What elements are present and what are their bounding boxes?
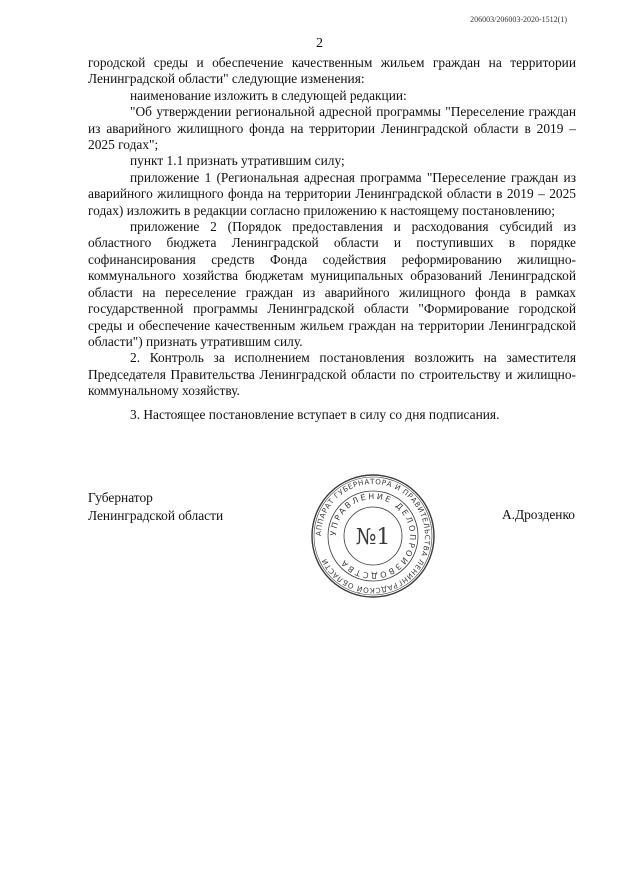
paragraph-continuation: городской среды и обеспечение качественным жильем граждан на территории Ленинградской области" следующие изменения: [88,55,576,87]
signatory-name: А.Дрозденко [501,507,575,522]
document-body [88,55,576,423]
seal-inner-text: УПРАВЛЕНИЕ ДЕЛОПРОИЗВОДСТВА [328,491,418,581]
paragraph-new-title: "Об утверждении региональной адресной программы "Переселение граждан из аварийного жилищного фонда на территории Ленинградской области в 2019 – 2025 годах"; [88,104,576,153]
seal-outer-text: АППАРАТ ГУБЕРНАТОРА И ПРАВИТЕЛЬСТВА ЛЕНИНГРАДСКОЙ ОБЛАСТИ [313,476,433,596]
signature-title [88,489,223,525]
paragraph-effective: 3. Настоящее постановление вступает в силу со дня подписания. [130,406,500,422]
page-number: 2 [316,36,323,51]
paragraph-appendix-1: приложение 1 (Региональная адресная программа "Переселение граждан из аварийного жилищного фонда на территории Ленинградской области в 2019 – 2025 годах) изложить в редакции согласно приложению к настоящему постановлению; [88,169,576,218]
signature-title-line2: Ленинградской области [88,508,224,523]
paragraph-name-change: наименование изложить в следующей редакции: [130,87,407,103]
paragraph-clause-1-1: пункт 1.1 признать утратившим силу; [130,153,345,169]
official-seal-stamp [310,473,436,599]
paragraph-appendix-2: приложение 2 (Порядок предоставления и расходования субсидий из областного бюджета Ленинградской области и поступивших в порядке софинансирования средств Фонда содействия реформированию жилищно-коммунального хозяйства бюджетам муниципальных образований Ленинградской области на переселение граждан из аварийного жилищного фонда в рамках государственной программы Ленинградской области "Формирование городской среды и обеспечение качественным жильем граждан на территории Ленинградской области") признать утратившим силу. [88,219,576,349]
seal-number: №1 [355,525,391,550]
document-id: 206003/206003-2020-1512(1) [470,15,567,24]
paragraph-control: 2. Контроль за исполнением постановления возложить на заместителя Председателя Правительства Ленинградской области по строительству и жилищно-коммунальному хозяйству. [88,350,576,399]
signature-title-line1: Губернатор [88,490,153,505]
